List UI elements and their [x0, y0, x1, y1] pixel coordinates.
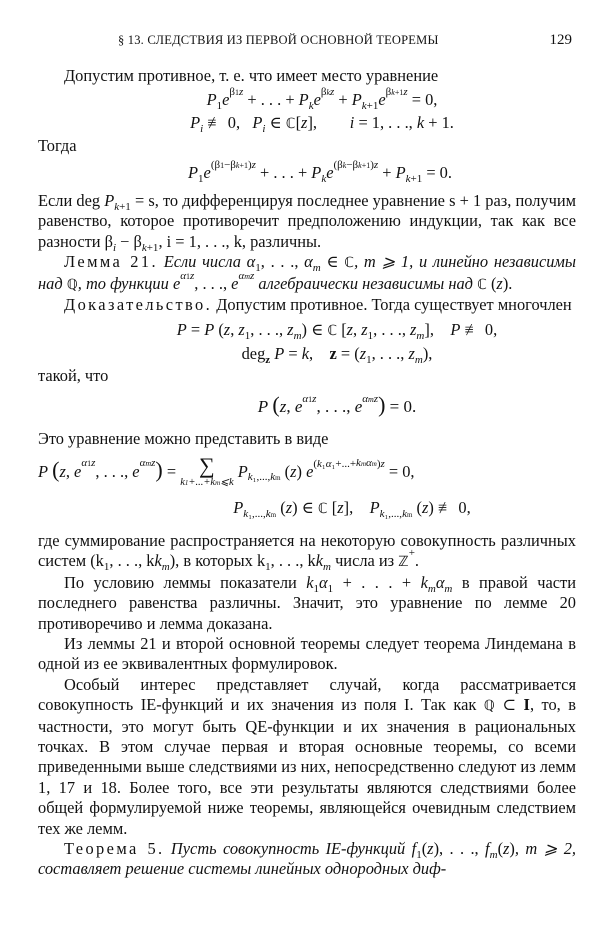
- equation-expansion: P (z, $e^{\alpha 1z}$, . . ., $e^{\alpha mz}$) = ∑ k1+...+km⩽k $P_{k_1,...,km}$ (z) $e^{(k_1\alpha_1+...+km\alpha m)z} = 0$,: [38, 452, 415, 488]
- equation-shifted: $P_1e^{(\beta 1-\beta k+1)z}$ + . . . + $P_ke^{(\beta k-\beta k+1)z} + P_{k+1} = 0$.: [188, 158, 452, 185]
- paragraph-special-case: Особый интерес представляет случай, когда рассматривается совокупность IE-функций и их значения из поля I. Так как ℚ ⊂ I, то, в частности, это могут быть QE-функции и их значения в рациональных точках. В этом случае первая и вторая основные теоремы, со всеми приведенными выше следствиями из них, непосредственно следуют из лемм 1, 17 и 18. Более того, все эти результаты являются следствиями более общей формулируемой ниже теоремы, являющейся очевидным следствием тех же лемм.: [38, 674, 576, 838]
- proof-paragraph: Доказательство. Допустим противное. Тогда существует многочлен: [64, 295, 572, 315]
- paragraph-assume: Допустим противное, т. е. что имеет место уравнение: [64, 66, 439, 85]
- running-head: § 13. СЛЕДСТВИЯ ИЗ ПЕРВОЙ ОСНОВНОЙ ТЕОРЕМЫ: [118, 33, 439, 47]
- theorem-5: Теорема 5. Пусть совокупность IE-функций $f_1(z)$, . . ., $f_m(z)$, m ⩾ 2, составляет решение системы линейных однородных диф-: [38, 839, 576, 879]
- paragraph-degree: Если deg $P_{k+1} = s$, то дифференцируя последнее уравнение s + 1 раз, получим равенство, которое противоречит предположению индукции, так как все разности $\beta_i - \beta_{k+1}$, i = 1, . . ., k, различны.: [38, 191, 576, 254]
- equation-coefficients: $P_{k_1,...,km}$ (z) ∈ ℂ [z], $P_{k_1,...,km}$ (z) ≢ 0,: [233, 497, 471, 520]
- paragraph-lindemann: Из леммы 21 и второй основной теоремы следует теорема Линдемана в одной из ее эквивалентных формулировок.: [38, 633, 576, 674]
- page-body: [38, 66, 576, 880]
- paragraph-condition: По условию леммы показатели $k_1\alpha_1$ + . . . + $k_m\alpha_m$ в правой части последнего равенства различны. Значит, это уравнение по лемме 20 противоречиво и лемма доказана.: [38, 572, 576, 633]
- equation-conditions: $P_i$ ≢ 0, $P_i$ ∈ ℂ[z], i = 1, . . ., k + 1.: [190, 112, 454, 135]
- lemma-21: Лемма 21. Если числа $\alpha_1$, . . ., $\alpha_m$ ∈ ℂ, m ⩾ 1, и линейно независимы над ℚ, то функции $e^{\alpha 1z}$, . . ., $e^{\alpha mz}$ алгебраически независимы над ℂ (z).: [38, 252, 576, 293]
- page-number: 129: [549, 32, 572, 48]
- equation-degree: deg$_z$ P = k, $z = (z_1$, . . ., $z_m$),: [241, 343, 433, 366]
- lemma-label: Лемма 21.: [64, 252, 158, 272]
- paragraph-representation: Это уравнение можно представить в виде: [38, 429, 329, 449]
- page-header: [0, 33, 612, 53]
- equation-sum-exp: $P_1e^{\beta 1z}$ + . . . + $P_ke^{\beta kz} + P_{k+1}e^{\beta k+1z} = 0$,: [206, 86, 438, 113]
- paragraph-then: Тогда: [38, 136, 77, 156]
- equation-polynomial: P = P (z, $z_1$, . . ., $z_m$) ∈ ℂ [z, $z_1$, . . ., $z_m$], P ≢ 0,: [176, 320, 498, 343]
- proof-label: Доказательство.: [64, 295, 213, 315]
- summation-symbol: ∑ k1+...+km⩽k: [180, 452, 234, 488]
- theorem-label: Теорема 5.: [64, 839, 165, 858]
- paragraph-where: где суммирование распространяется на некоторую совокупность различных систем ($k_1$, . . ., $kk_m$), в которых $k_1$, . . ., $kk_m$ числа из ℤ+.: [38, 530, 576, 574]
- equation-p-zero: P (z, $e^{\alpha 1z}$, . . ., $e^{\alpha mz}) = 0$.: [257, 391, 417, 417]
- paragraph-such-that: такой, что: [38, 366, 109, 386]
